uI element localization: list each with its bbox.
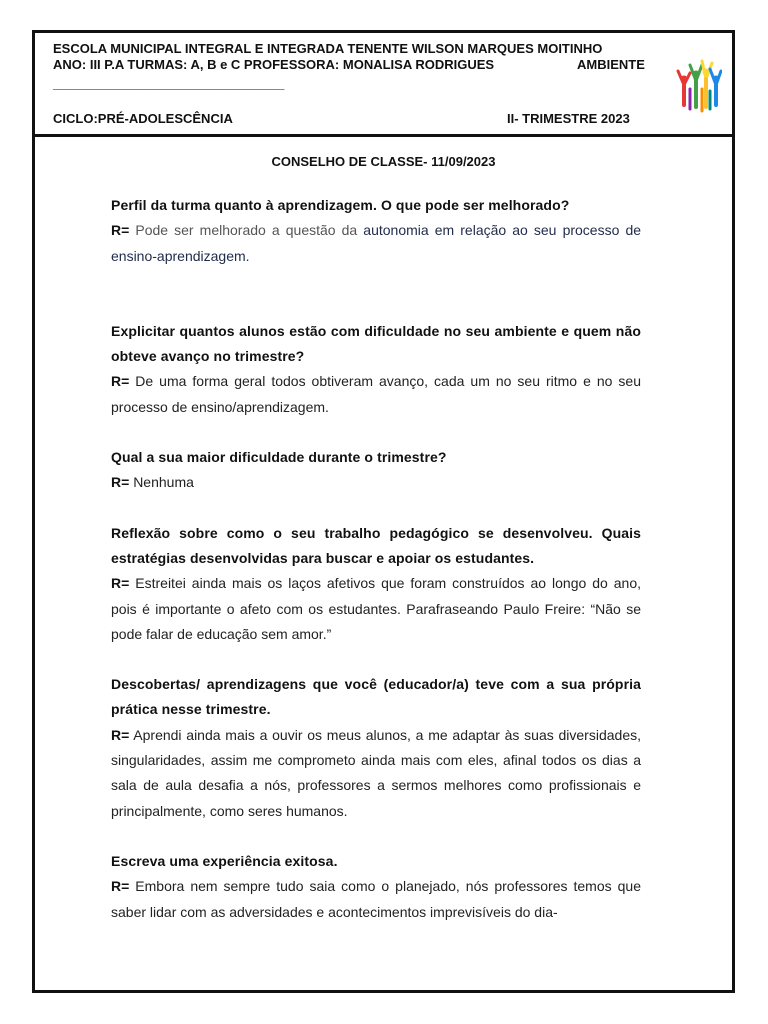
answer-6-text: Embora nem sempre tudo saia como o planejado, nós professores temos que saber lidar com as adversidades e acontecimentos imprevisíveis do dia- (111, 878, 641, 920)
section-5 (111, 672, 641, 824)
question-1: Perfil da turma quanto à aprendizagem. O que pode ser melhorado? (111, 197, 570, 213)
answer-3 (111, 470, 641, 495)
document-body (111, 193, 641, 925)
question-2: Explicitar quantos alunos estão com dificuldade no seu ambiente e quem não obteve avanço no trimestre? (111, 322, 641, 365)
answer-3-text: Nenhuma (133, 474, 194, 491)
answer-prefix: R= (111, 726, 130, 743)
question-5: Descobertas/ aprendizagens que você (educador/a) teve com a sua própria prática nesse trimestre. (111, 676, 641, 718)
ciclo-label: CICLO:PRÉ-ADOLESCÊNCIA (53, 111, 233, 126)
section-6 (111, 849, 641, 925)
section-1 (111, 193, 641, 269)
answer-prefix: R= (111, 373, 130, 390)
answer-2 (111, 369, 641, 420)
answer-prefix: R= (111, 878, 130, 895)
answer-6 (111, 874, 641, 925)
answer-1-part2: autonomia em relação ao seu (363, 222, 557, 239)
question-3: Qual a sua maior dificuldade durante o trimestre? (111, 449, 447, 466)
ambiente-label: AMBIENTE (577, 57, 645, 72)
cycle-line (53, 111, 630, 126)
question-6: Escreva uma experiência exitosa. (111, 852, 338, 869)
section-2 (111, 319, 641, 420)
document-header (35, 33, 732, 137)
page-frame (32, 30, 735, 993)
answer-1-part1: Pode ser melhorado a questão da (135, 222, 358, 239)
section-4 (111, 521, 641, 647)
question-4: Reflexão sobre como o seu trabalho pedagógico se desenvolveu. Quais estratégias desenvolvidas para buscar e apoiar os estudantes. (111, 524, 641, 566)
trimestre-label: II- TRIMESTRE 2023 (507, 111, 630, 126)
school-name: ESCOLA MUNICIPAL INTEGRAL E INTEGRADA TENENTE WILSON MARQUES MOITINHO (53, 41, 603, 56)
answer-4 (111, 571, 641, 647)
answer-1 (111, 218, 641, 269)
answer-4-text: Estreitei ainda mais os laços afetivos que foram construídos ao longo do ano, pois é importante o afeto com os estudantes. Parafraseando Paulo Freire: “Não se pode falar de educação sem amor.” (111, 575, 642, 642)
ambiente-blank-line: ________________________________ (53, 76, 285, 91)
answer-prefix: R= (111, 222, 130, 239)
answer-5 (111, 723, 641, 824)
answer-5-text: Aprendi ainda mais a ouvir os meus alunos, a me adaptar às suas diversidades, singularidades, assim me comprometo ainda mais com eles, afinal todos os dias a sala de aula desafia a nós, professores a sermos melhores como profissionais e principalmente, como seres humanos. (111, 726, 641, 819)
answer-2-text: De uma forma geral todos obtiveram avanço, cada um no seu ritmo e no seu processo de ensino/aprendizagem. (111, 373, 642, 415)
class-info-line (53, 57, 645, 72)
document-title: CONSELHO DE CLASSE- 11/09/2023 (271, 154, 496, 169)
answer-1-part3: processo de ensino-aprendizagem. (111, 222, 642, 264)
answer-prefix: R= (111, 474, 130, 491)
answer-prefix: R= (111, 575, 130, 592)
section-3 (111, 445, 641, 496)
class-info: ANO: III P.A TURMAS: A, B e C PROFESSORA: MONALISA RODRIGUES (53, 57, 495, 72)
people-group-logo-icon (676, 55, 722, 113)
